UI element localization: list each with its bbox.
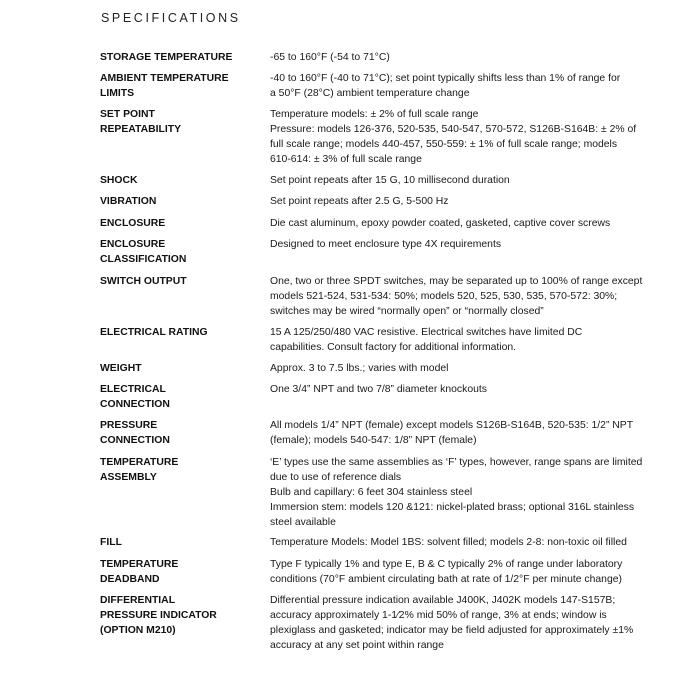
- spec-value: All models 1/4” NPT (female) except models S126B-S164B, 520-535: 1/2” NPT (female); models 540-547: 1/8” NPT (female): [270, 420, 634, 446]
- spec-value: Temperature Models: Model 1BS: solvent filled; models 2-8: non-toxic oil filled: [270, 537, 627, 548]
- spec-value: Set point repeats after 15 G, 10 millisecond duration: [270, 175, 510, 186]
- spec-value: Approx. 3 to 7.5 lbs.; varies with model: [270, 363, 449, 374]
- spec-label: TEMPERATURE DEADBAND: [100, 559, 179, 585]
- spec-value: ‘E’ types use the same assemblies as ‘F’ types, however, range spans are limited due to use of reference dials Bulb and capillary: 6 feet 304 stainless steel Immersion stem: models 120 &121: nickel-plated brass; optional 316L stainless steel available: [270, 457, 643, 528]
- spec-label: PRESSURE CONNECTION: [100, 420, 170, 446]
- page-heading: SPECIFICATIONS: [101, 11, 241, 25]
- spec-label: AMBIENT TEMPERATURE LIMITS: [100, 73, 229, 99]
- spec-value: One 3/4” NPT and two 7/8” diameter knockouts: [270, 384, 487, 395]
- spec-label: ENCLOSURE CLASSIFICATION: [100, 239, 187, 265]
- spec-label: SHOCK: [100, 175, 138, 186]
- spec-value: Differential pressure indication available J400K, J402K models 147-S157B; accuracy approximately 1-1⁄2% mid 50% of range, 3% at ends; window is plexiglass and gasketed; indicator may be field adjusted for approximately ±1% accuracy at any set point within range: [270, 595, 634, 651]
- spec-label: ELECTRICAL CONNECTION: [100, 384, 170, 410]
- spec-value: -65 to 160°F (-54 to 71°C): [270, 52, 390, 63]
- spec-value: 15 A 125/250/480 VAC resistive. Electrical switches have limited DC capabilities. Consult factory for additional information.: [270, 327, 583, 353]
- spec-label: TEMPERATURE ASSEMBLY: [100, 457, 179, 483]
- spec-label: ENCLOSURE: [100, 218, 166, 229]
- spec-value: Type F typically 1% and type E, B & C typically 2% of range under laboratory conditions (70°F ambient circulating bath at rate of 1/2°F per minute change): [270, 559, 623, 585]
- spec-value: One, two or three SPDT switches, may be separated up to 100% of range except models 521-524, 531-534: 50%; models 520, 525, 530, 535, 570-572: 30%; switches may be wired “normally open” or “normally closed”: [270, 276, 643, 317]
- spec-label: VIBRATION: [100, 196, 157, 207]
- spec-value: Designed to meet enclosure type 4X requirements: [270, 239, 502, 250]
- spec-value: -40 to 160°F (-40 to 71°C); set point typically shifts less than 1% of range for a 50°F (28°C) ambient temperature change: [270, 73, 621, 99]
- spec-label: SWITCH OUTPUT: [100, 276, 187, 287]
- spec-value: Temperature models: ± 2% of full scale range Pressure: models 126-376, 520-535, 540-547, 570-572, S126B-S164B: ± 2% of full scale range; models 440-457, 550-559: ± 1% of full scale range; models 610-614: ± 3% of full scale range: [270, 109, 637, 165]
- spec-label: SET POINT REPEATABILITY: [100, 109, 182, 135]
- spec-label: DIFFERENTIAL PRESSURE INDICATOR (OPTION M210): [100, 595, 217, 636]
- spec-label: STORAGE TEMPERATURE: [100, 52, 233, 63]
- spec-label: ELECTRICAL RATING: [100, 327, 208, 338]
- spec-label: FILL: [100, 537, 122, 548]
- spec-label: WEIGHT: [100, 363, 142, 374]
- spec-value: Die cast aluminum, epoxy powder coated, gasketed, captive cover screws: [270, 218, 611, 229]
- spec-value: Set point repeats after 2.5 G, 5-500 Hz: [270, 196, 449, 207]
